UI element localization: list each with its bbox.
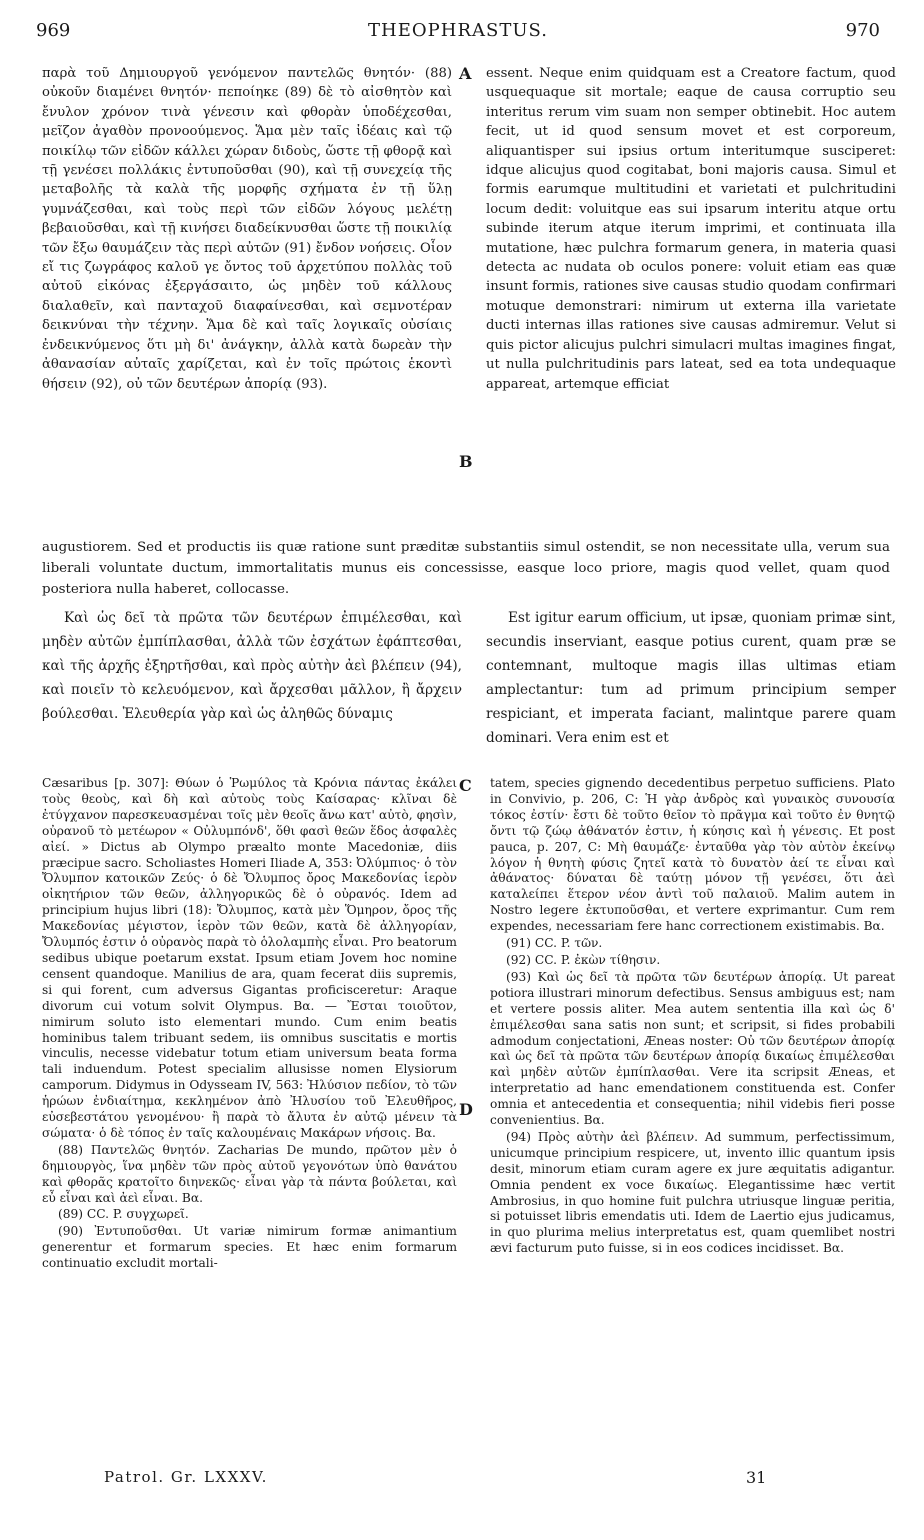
latin-paragraph: essent. Neque enim quidquam est a Creatore factum, quod usquequaque sit mortale; eaque de causa corruptio seu interitus rerum vim suam non semper obtinebit. Hoc autem fecit, ut id quod sensum movet et est corporeum, aliquantisper sui ipsius ortum interitumque susciperet: idque alicujus quod cogitabat, boni majoris causa. Simul et formis earumque multitudini et varietati et pulchritudini locum dedit: voluitque eas sui ipsarum interitu atque ortu subinde iterum atque iterum imprimi, et continuata illa mutatione, hæc pulchra formarum genera, in materia quasi detecta ac nudata ob oculos ponere: voluit etiam eas quæ insunt formis, rationes sive causas studio quodam confirmari motuque demonstrari: nimirum ut externa illa varietate ducti internas illas rationes sive causas admiremur. Velut si quis pictor alicujus pulchri simulacri multas imagines fingat, ut nulla pulchritudinis pars lateat, sed ea tota undequaque appareat, artemque efficiat (486, 66, 896, 392)
footnote: (92) CC. P. ἐκὼν τίθησιν. (506, 952, 661, 967)
latin-paragraph: Est igitur earum officium, ut ipsæ, quoniam primæ sint, secundis inserviant, easque potius curent, quam præ se contemnant, multoque magis illas ultimas etiam amplectantur: tum ad primum principium semper respiciant, et imperata faciant, malintque parere quam dominari. Vera enim est et (486, 610, 896, 746)
greek-paragraph: παρὰ τοῦ Δημιουργοῦ γενόμενον παντελῶς θνητόν· (88) οὐκοῦν διαμένει θνητόν· πεποίηκε (89) δὲ τὸ αἰσθητὸν καὶ ἔνυλον χρόνον τινὰ γένεσιν καὶ φθορὰν ὑποδέχεσθαι, μεῖζον ἀγαθὸν προνοούμενος. Ἅμα μὲν ταῖς ἰδέαις καὶ τῷ ποικίλῳ τῶν εἰδῶν κάλλει χώραν διδοὺς, ὥστε τῇ φθορᾷ καὶ τῇ γενέσει πολλάκις ἐντυποῦσθαι (90), καὶ τῇ συνεχείᾳ τῆς μεταβολῆς τὰ καλὰ τῆς μορφῆς σχήματα ἐν τῇ ὕλῃ γυμνάζεσθαι, καὶ τοὺς περὶ τῶν εἰδῶν λόγους μελέτῃ βεβαιοῦσθαι, καὶ τῇ κινήσει διαδείκνυσθαι ὥστε τῇ ποικιλίᾳ τῶν ἔξω θαυμάζειν τὰς περὶ αὐτῶν (91) ἔνδον νοήσεις. Οἷον εἴ τις ζωγράφος καλοῦ γε ὄντος τοῦ ἀρχετύπου πολλὰς τοῦ αὐτοῦ εἰκόνας ἐξεργάσαιτο, ὡς μηδὲν τοῦ κάλλους διαλαθεῖν, καὶ πανταχοῦ διαφαίνεσθαι, καὶ σεμνοτέραν δεικνύναι τὴν τέχνην. Ἅμα δὲ καὶ ταῖς λογικαῖς οὐσίαις ἐνδεικνύμενος ὅτι μὴ δι' ἀνάγκην, ἀλλὰ κατὰ δωρεὰν τὴν ἀθανασίαν αὐταῖς χαρίζεται, καὶ ἐν τοῖς πρώτοις ἑκοντὶ θήσειν (92), οὐ τῶν δευτέρων ἀπορίᾳ (93). (42, 66, 452, 392)
footnote: (91) CC. P. τῶν. (506, 936, 603, 951)
footnote: (94) Πρὸς αὐτὴν ἀεὶ βλέπειν. Ad summum, perfectissimum, unicumque principium respicere, ut, invento illic quantum ipsis desit, minorum etiam curam agere ex jure æquitatis adigantur. Omnia pendent ex voce δικαίως. Elegantissime hæc vertit Ambrosius, in quo homine fuit pulchra utriusque linguæ peritia, si potuisset libris emendatis uti. Idem de Laertio ejus judicamus, in quo plurima melius interpretatus est, quam quemlibet nostri ævi facturum puto fuisse, si in eos codices incidisset. Βα. (490, 1129, 895, 1256)
footnote: tatem, species gignendo decedentibus perpetuo sufficiens. Plato in Convivio, p. 206, C: Ἡ γὰρ ἀνδρὸς καὶ γυναικὸς συνουσία τόκος ἐστίν· ἔστι δὲ τοῦτο θεῖον τὸ πρᾶγμα καὶ τοῦτο ἐν θνητῷ ὄντι τῷ ζώῳ ἀθάνατόν ἐστιν, ἡ κύησις καὶ ἡ γένεσις. Et post pauca, p. 207, C: Μὴ θαυμάζε· ἐνταῦθα γὰρ τὸν αὐτὸν ἐκείνῳ λόγον ἡ θνητὴ φύσις ζητεῖ κατὰ τὸ δυνατὸν ἀεί τε εἶναι καὶ ἀθάνατος· δύναται δὲ ταύτῃ μόνον τῇ γενέσει, ὅτι ἀεὶ καταλείπει ἕτερον νέον ἀντὶ τοῦ παλαιοῦ. Malim autem in Nostro legere ἐκτυποῦσθαι, et vertere exprimantur. Cum rem expendes, necessariam fere hanc correctionem existimabis. Βα. (490, 776, 895, 934)
latin-text-full-width (42, 524, 890, 614)
footnote: (90) Ἐντυποῦσθαι. Ut variæ nimirum formæ animantium generentur et formarum species. Et hæc enim formarum continuatio excludit mortali- (42, 1224, 457, 1271)
footnote: (93) Καὶ ὡς δεῖ τὰ πρῶτα τῶν δευτέρων ἀπορίᾳ. Ut pareat potiora illustrari minorum defectibus. Sensus ambiguus est; nam et vertere possis aliter. Mea autem sententia illa καὶ ὡς δ' ἐπιμέλεσθαι sana satis non sunt; et scripsit, si fides probabili admodum conjectationi, Æneas noster: Οὐ τῶν δευτέρων ἀπορίᾳ καὶ ὡς δεῖ τὰ πρῶτα τῶν δευτέρων ἀπορίᾳ δικαίως ἐπιμέλεσθαι καὶ μηδὲν αὐτῶν ἐμπίπλασθαι. Vere ita scripsit Æneas, et interpretatio ad hanc emendationem constituenda est. Confer omnia et antecedentia et consequentia; nihil videbis fieri posse convenientius. Βα. (490, 969, 895, 1128)
right-page-number: 970 (845, 20, 880, 41)
footer-signature: Patrol. Gr. LXXXV. (104, 1468, 268, 1486)
margin-letter-a: A (459, 64, 472, 83)
latin-text-column-top (486, 64, 896, 394)
greek-text-column-top (42, 64, 452, 394)
footnotes-left-column (42, 776, 457, 1273)
greek-paragraph: Καὶ ὡς δεῖ τὰ πρῶτα τῶν δευτέρων ἐπιμέλεσθαι, καὶ μηδὲν αὐτῶν ἐμπίπλασθαι, ἀλλὰ τῶν ἐσχάτων ἐφάπτεσθαι, καὶ τῆς ἀρχῆς ἐξηρτῆσθαι, καὶ πρὸς αὐτὴν ἀεὶ βλέπειν (94), καὶ ποιεῖν τὸ κελευόμενον, καὶ ἄρχεσθαι μᾶλλον, ἢ ἄρχειν βούλεσθαι. Ἐλευθερία γὰρ καὶ ὡς ἀληθῶς δύναμις (42, 610, 462, 722)
latin-paragraph-continued: augustiorem. Sed et productis iis quæ ratione sunt præditæ substantiis simul ostendit, se non necessitate ulla, verum sua liberali voluntate ductum, immortalitatis munus eis concessisse, easque loco priore, magis quod vellet, quam quod posteriora nulla haberet, collocasse. (42, 540, 890, 598)
greek-text-column-middle (42, 606, 462, 726)
footer-sheet-number: 31 (746, 1468, 767, 1487)
margin-letter-d: D (459, 1100, 473, 1119)
left-page-number: 969 (36, 20, 71, 41)
margin-letter-b: B (459, 452, 473, 471)
footnotes-right-column (490, 776, 895, 1258)
page-header (36, 20, 880, 50)
latin-text-column-middle (486, 606, 896, 750)
footnote: (88) Παντελῶς θνητόν. Zacharias De mundo, πρῶτον μὲν ὁ δημιουργὸς, ἵνα μηδὲν τῶν πρὸς αὐτοῦ γεγονότων ὑπὸ θανάτου καὶ φθορᾶς κρατοῖτο διηνεκῶς· εἶναι γὰρ τὰ πάντα βούλεται, καὶ εὖ εἶναι καὶ ἀεὶ εἶναι. Βα. (42, 1142, 457, 1205)
footnote: (89) CC. P. συγχωρεῖ. (58, 1207, 189, 1222)
footnote: Cæsaribus [p. 307]: Θύων ὁ Ῥωμύλος τὰ Κρόνια πάντας ἐκάλει τοὺς θεοὺς, καὶ δὴ καὶ αὐτοὺς τοὺς Καίσαρας· κλῖναι δὲ ἐτύγχανον παρεσκευασμέναι τοῖς μὲν θεοῖς ἄνω κατ' αὐτὸ, φησὶν, οὐρανοῦ τὸ μετέωρον « Οὐλυμπόνδ', ὅθι φασὶ θεῶν ἕδος ἀσφαλὲς αἰεί. » Dictus ab Olympo præalto monte Macedoniæ, diis præcipue sacro. Scholiastes Homeri Iliade A, 353: Ὀλύμπιος· ὁ τὸν Ὄλυμπον κατοικῶν Ζεύς· ὁ δὲ Ὄλυμπος ὄρος Μακεδονίας ἱερὸν οἰκητήριον τῶν θεῶν, ἀλληγορικῶς δὲ ὁ οὐρανός. Idem ad principium hujus libri (18): Ὄλυμπος, κατὰ μὲν Ὅμηρον, ὄρος τῆς Μακεδονίας μέγιστον, ἱερὸν τῶν θεῶν, κατὰ δὲ ἀλληγορίαν, Ὄλυμπός ἐστιν ὁ οὐρανὸς παρὰ τὸ ὁλολαμπὴς εἶναι. Pro beatorum sedibus ubique poetarum exstat. Ipsum etiam Jovem hoc nomine censent quandoque. Manilius de ara, quam fecerat diis supremis, si qui forent, cum adversus Gigantas proficisceretur: Araque divorum cui votum solvit Olympus. Βα. — Ἔσται τοιοῦτον, nimirum soluto isto elementari mundo. Cum enim beatis hominibus talem tribuant sedem, iis omnibus suscitatis e mortis vinculis, necesse videbatur totum etiam universum beata forma tali induendum. Potest specialim allusisse nomen Elysiorum camporum. Didymus in Odysseam IV, 563: Ἠλύσιον πεδίον, τὸ τῶν ἡρώων ἐνδιαίτημα, κεκλημένον ἀπὸ Ἠλυσίου τοῦ Ἐλευθῆρος, εὐσεβεστάτου γενομένου· ἢ παρὰ τὸ ἄλυτα ἐν αὐτῷ μένειν τὰ σώματα· ὁ δὲ τόπος ἐν ταῖς καλουμέναις Μακάρων νήσοις. Βα. (42, 776, 457, 1140)
running-title: THEOPHRASTUS. (368, 20, 548, 41)
margin-letter-c: C (459, 776, 472, 795)
